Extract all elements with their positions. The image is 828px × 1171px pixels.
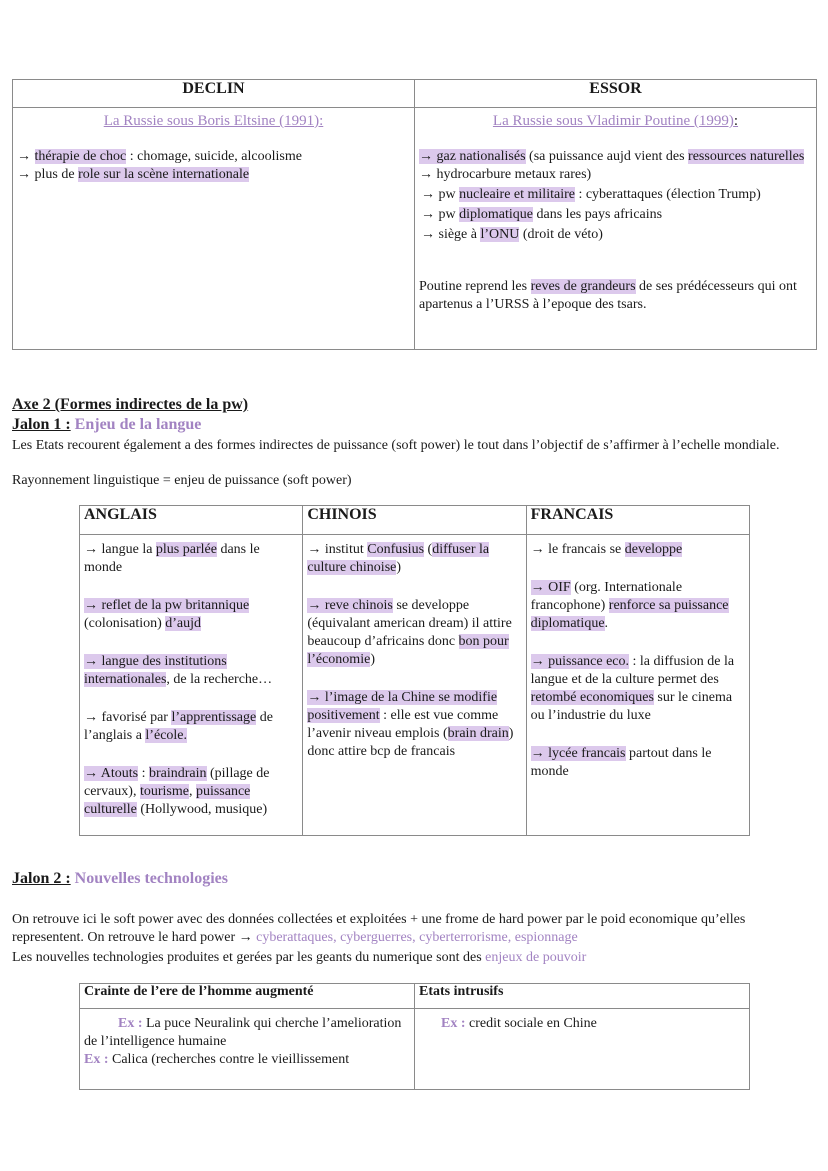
jalon1-paragraph: Les Etats recourent également a des formes indirectes de puissance (soft power) le tout dans l’objectif de s’affirmer à l’echelle mondiale.: [12, 438, 780, 453]
declin-item: → thérapie de choc : chomage, suicide, alcoolisme: [17, 149, 302, 164]
anglais-cell: [80, 535, 303, 836]
example-item: Ex : Calica (recherches contre le vieillissement: [84, 1052, 350, 1067]
essor-item: → pw diplomatique dans les pays africains: [421, 207, 663, 222]
anglais-header: ANGLAIS: [80, 506, 303, 535]
jalon1-heading: [12, 416, 201, 434]
eltsine-subtitle: La Russie sous Boris Eltsine (1991):: [103, 113, 324, 129]
example-item: Ex : La puce Neuralink qui cherche l’amelioration de l’intelligence humaine: [84, 1016, 402, 1049]
declin-essor-table: [12, 79, 817, 350]
francais-cell: [526, 535, 749, 836]
jalon2-paragraph-2: Les nouvelles technologies produites et gerées par les geants du numerique sont des enjeux de pouvoir: [12, 950, 587, 965]
essor-item: → siège à l’ONU (droit de véto): [421, 227, 603, 242]
list-item: → langue la plus parlée dans le monde: [84, 542, 260, 575]
homme-augmente-cell: [80, 1009, 415, 1090]
list-item: → Atouts : braindrain (pillage de cervaux), tourisme, puissance culturelle (Hollywood, musique): [84, 766, 270, 817]
list-item: → le francais se developpe: [530, 542, 683, 557]
list-item: → lycée francais partout dans le monde: [530, 746, 712, 779]
declin-item: → plus de role sur la scène internationale: [17, 167, 250, 182]
list-item: → favorisé par l’apprentissage de l’anglais a l’école.: [84, 710, 273, 743]
axe2-title: Axe 2 (Formes indirectes de la pw): [12, 396, 249, 413]
example-item: Ex : credit sociale en Chine: [441, 1016, 597, 1031]
jalon2-title: Nouvelles technologies: [70, 870, 228, 887]
jalon1-title: Enjeu de la langue: [70, 416, 202, 433]
list-item: → institut Confusius (diffuser la culture chinoise): [307, 542, 490, 575]
jalon2-heading: [12, 870, 228, 888]
declin-cell: [13, 108, 415, 350]
homme-augmente-header: Crainte de l’ere de l’homme augmenté: [80, 984, 415, 1009]
list-item: → puissance eco. : la diffusion de la langue et de la culture permet des retombé economiques sur le cinema ou l’industrie du luxe: [530, 654, 735, 723]
technologies-table: [79, 983, 750, 1090]
etats-intrusifs-header: Etats intrusifs: [415, 984, 750, 1009]
list-item: → langue des institutions internationales, de la recherche…: [84, 654, 273, 687]
jalon2-label: Jalon 2 :: [12, 870, 71, 887]
essor-cell: [415, 108, 817, 350]
list-item: → reflet de la pw britannique (colonisation) d’aujd: [84, 598, 250, 631]
essor-header: ESSOR: [415, 80, 817, 108]
declin-header: DECLIN: [13, 80, 415, 108]
francais-header: FRANCAIS: [526, 506, 749, 535]
languages-table: [79, 505, 750, 836]
essor-item: → pw nucleaire et militaire : cyberattaques (élection Trump): [421, 187, 761, 202]
list-item: → l’image de la Chine se modifie positivement : elle est vue comme l’avenir niveau emplois (brain drain) donc attire bcp de francais: [307, 690, 514, 759]
chinois-cell: [303, 535, 526, 836]
essor-item: → gaz nationalisés (sa puissance aujd vient des ressources naturelles → hydrocarbure metaux rares): [419, 149, 805, 182]
essor-closing: Poutine reprend les reves de grandeurs de ses prédécesseurs qui ont apartenus a l’URSS à l’epoque des tsars.: [419, 279, 797, 312]
jalon1-label: Jalon 1 :: [12, 416, 71, 433]
etats-intrusifs-cell: [415, 1009, 750, 1090]
chinois-header: CHINOIS: [303, 506, 526, 535]
list-item: → OIF (org. Internationale francophone) renforce sa puissance diplomatique.: [530, 580, 729, 631]
poutine-subtitle: La Russie sous Vladimir Poutine (1999):: [492, 113, 739, 129]
jalon1-paragraph-2: Rayonnement linguistique = enjeu de puissance (soft power): [12, 473, 352, 488]
list-item: → reve chinois se developpe (équivalant american dream) il attire beaucoup d’africains donc bon pour l’économie): [307, 598, 512, 667]
jalon2-paragraph: On retrouve ici le soft power avec des données collectées et exploitées + une frome de hard power par le poid economique qu’elles representent. On retrouve le hard power → cyberattaques, cyberguerres, cyberterrorisme, espionnage: [12, 912, 746, 945]
